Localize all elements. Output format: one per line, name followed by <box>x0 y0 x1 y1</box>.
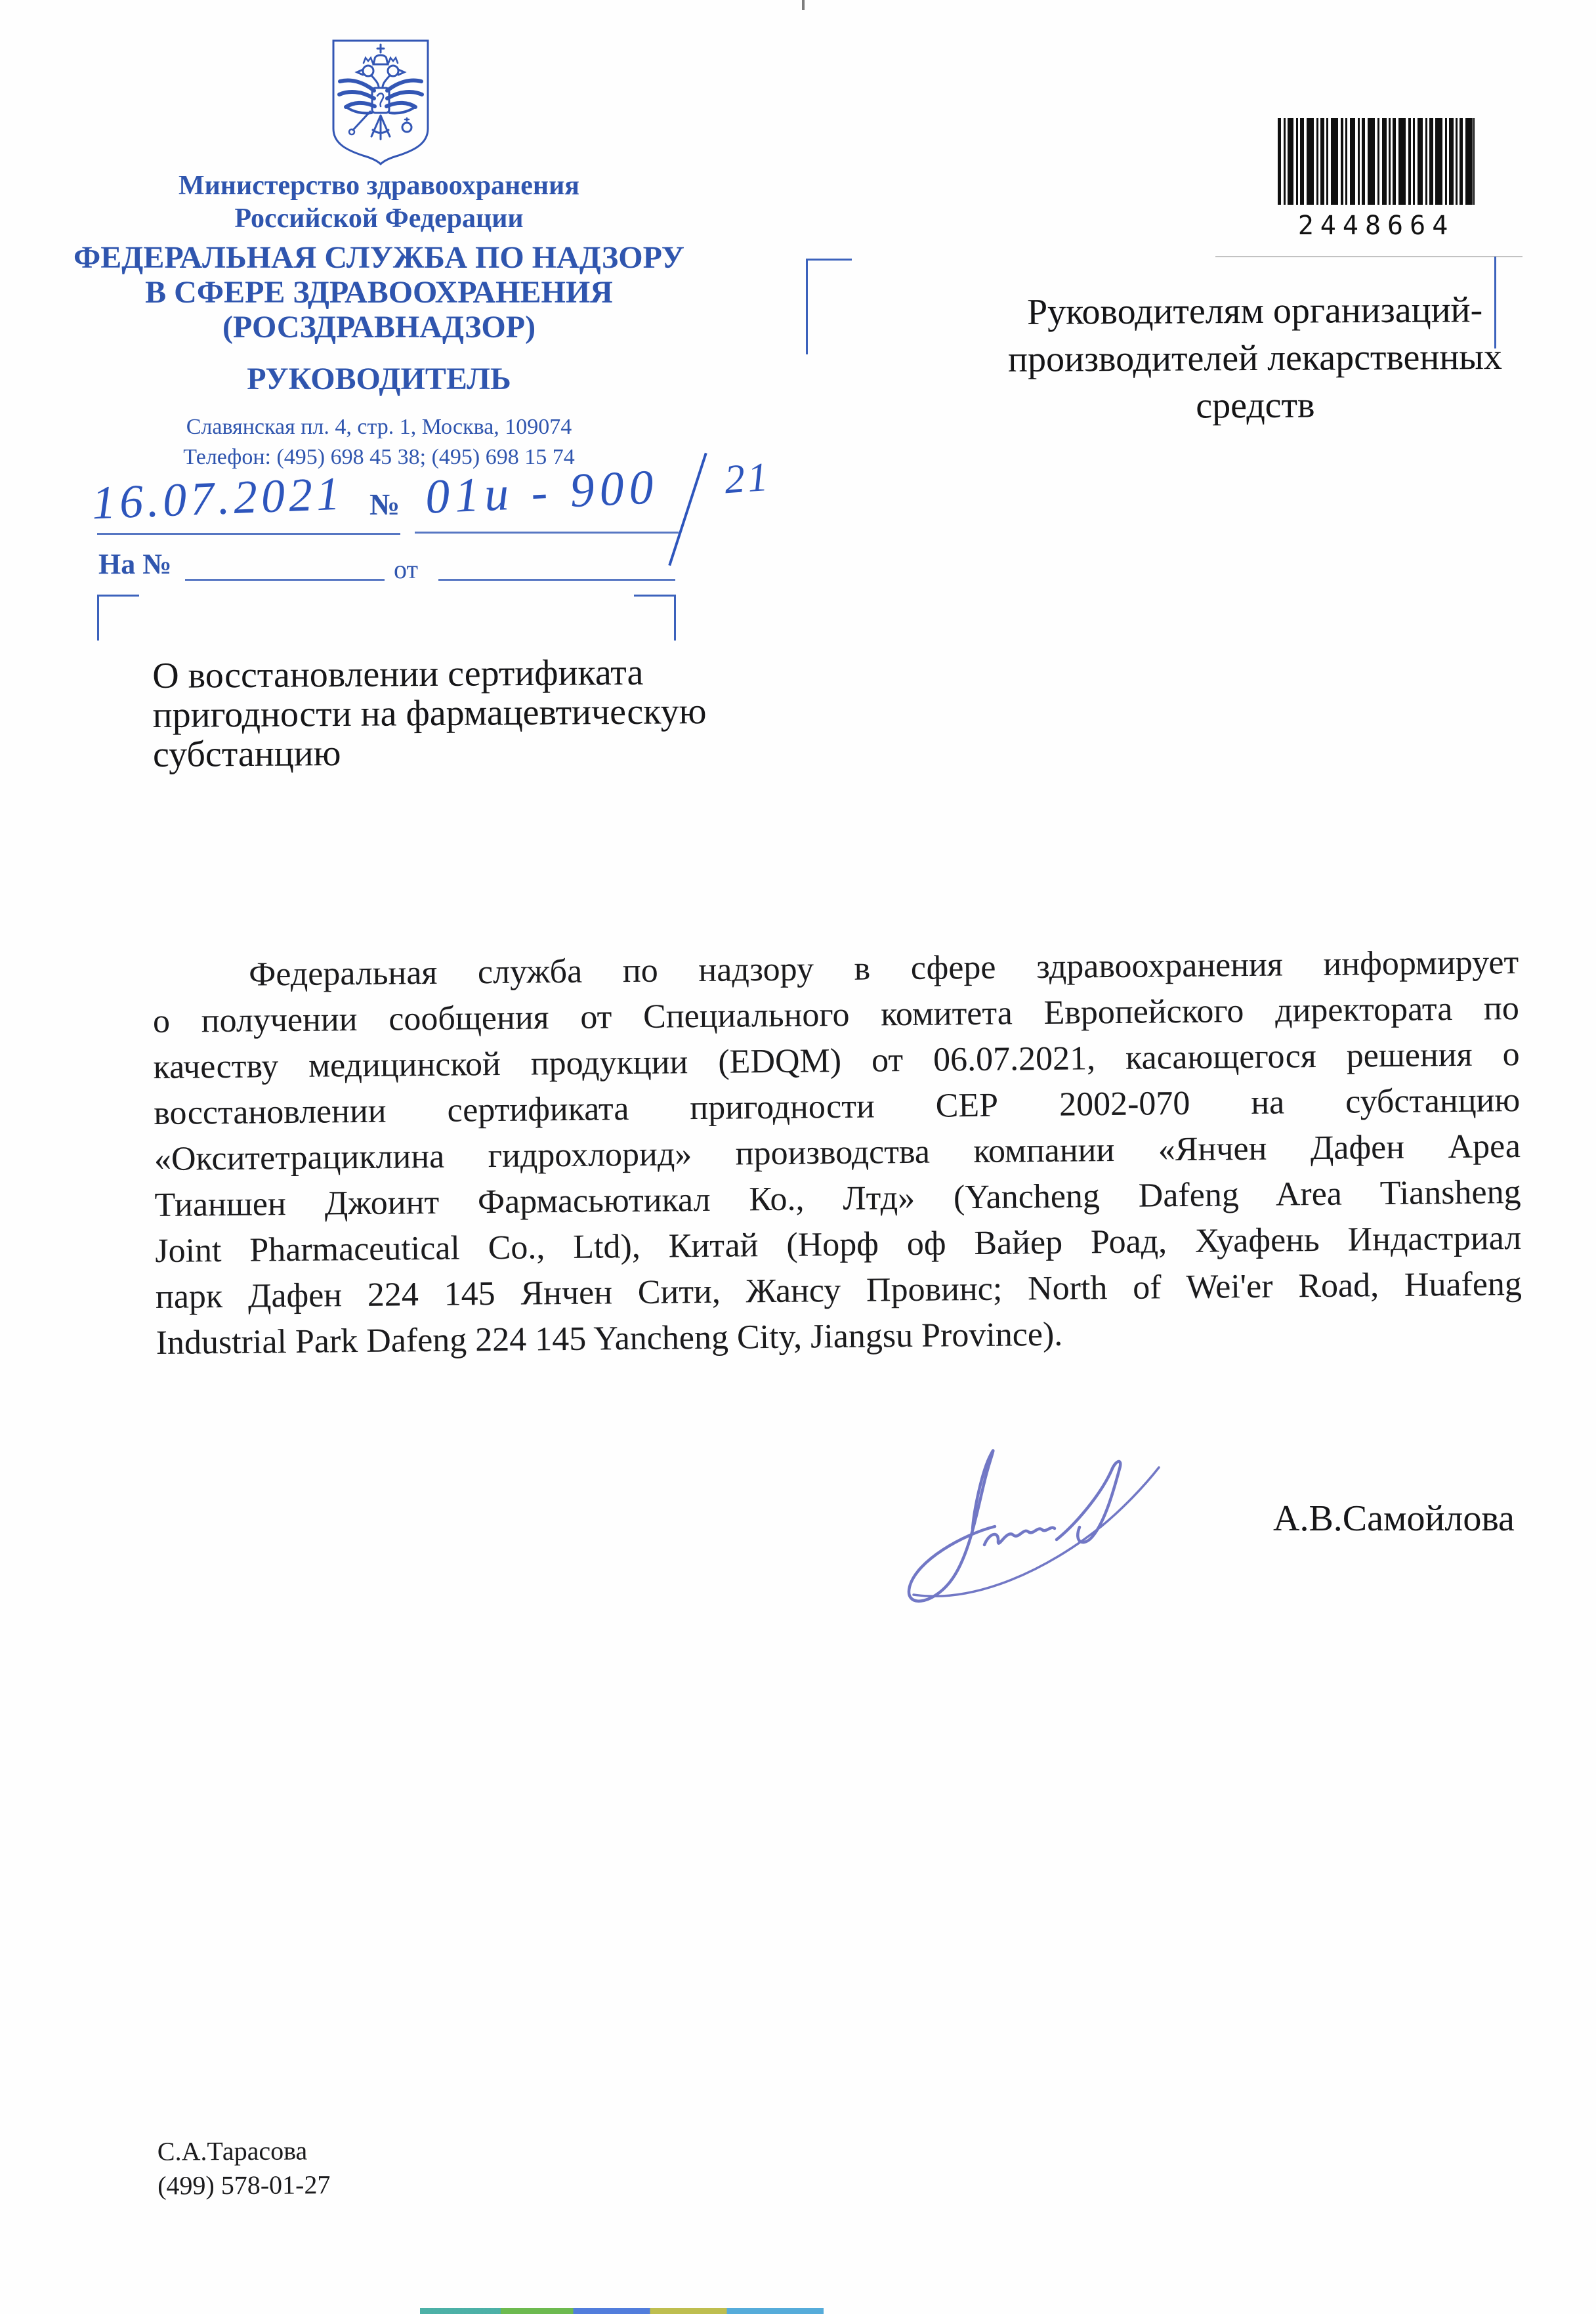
bottom-color-strip <box>420 2308 824 2314</box>
subject-corner-right-top <box>634 595 676 597</box>
body-line: Федеральная служба по надзору в сфере здравоохранения информирует <box>249 944 1519 994</box>
barcode-block <box>1278 118 1475 241</box>
address-line: Славянская пл. 4, стр. 1, Москва, 109074 <box>186 415 572 439</box>
handwritten-signature <box>885 1429 1186 1613</box>
service-name <box>69 240 689 345</box>
body-paragraph <box>152 940 1522 1366</box>
executor-phone: (499) 578-01-27 <box>158 2170 331 2200</box>
body-line: «Окситетрациклина гидрохлорид» производства компании «Янчен Дафен Ареа <box>154 1127 1521 1179</box>
ministry-name-line1: Министерство здравоохранения <box>178 171 580 201</box>
addressee-line: средств <box>1196 385 1315 427</box>
subject-corner-right-side <box>674 595 676 641</box>
handwritten-registration-number: 01и - 900 <box>424 460 660 524</box>
handwritten-number-suffix: 21 <box>723 454 772 503</box>
subject-line: пригодности на фармацевтическую <box>152 691 707 736</box>
signer-name: А.В.Самойлова <box>1273 1498 1515 1539</box>
addressee-line: Руководителям организаций- <box>1026 289 1483 333</box>
service-name-line1: ФЕДЕРАЛЬНАЯ СЛУЖБА ПО НАДЗОРУ <box>74 240 684 275</box>
body-line: восстановлении сертификата пригодности СЕР 2002-070 на субстанцию <box>154 1082 1521 1133</box>
subject-line: О восстановлении сертификата <box>152 652 644 696</box>
reply-date-underline <box>438 579 675 581</box>
subject-block <box>152 652 809 774</box>
ministry-name-line2: Российской Федерации <box>234 203 524 234</box>
barcode-icon <box>1278 118 1475 205</box>
addressee-corner-left-top <box>806 259 852 261</box>
executor-name: С.А.Тарасова <box>157 2135 308 2166</box>
body-line: о получении сообщения от Специального комитета Европейского директората по <box>152 990 1520 1041</box>
body-line: парк Дафен 224 145 Янчен Сити, Жансу Провинс; North of Wei'er Road, Huafeng <box>155 1265 1522 1316</box>
ministry-name <box>69 169 689 235</box>
executor-block <box>158 2134 331 2202</box>
number-sign: № <box>369 488 400 521</box>
top-edge-tick <box>802 0 805 10</box>
subject-line: субстанцию <box>152 732 341 775</box>
service-name-line3: (РОСЗДРАВНАДЗОР) <box>222 310 536 345</box>
scan-line-artifact <box>1215 256 1522 257</box>
position-title: РУКОВОДИТЕЛЬ <box>247 362 511 396</box>
handwritten-date: 16.07.2021 <box>91 467 345 530</box>
coat-of-arms-russia-icon <box>328 37 433 165</box>
reply-number-underline <box>185 579 385 581</box>
barcode-number: 2448664 <box>1297 211 1455 241</box>
reply-number-label: На № <box>98 548 172 580</box>
service-name-line2: В СФЕРЕ ЗДРАВООХРАНЕНИЯ <box>145 275 613 310</box>
reply-from-label: от <box>394 555 418 584</box>
addressee-block <box>977 286 1532 431</box>
body-line: Industrial Park Dafeng 224 145 Yancheng City, Jiangsu Province). <box>156 1315 1063 1362</box>
addressee-line: производителей лекарственных <box>1007 337 1503 380</box>
subject-corner-left-top <box>97 595 139 597</box>
body-line: качеству медицинской продукции (EDQM) от 06.07.2021, касающегося решения о <box>153 1036 1520 1087</box>
body-line: Joint Pharmaceutical Co., Ltd), Китай (Норф оф Вайер Роад, Хуафень Индастриал <box>155 1219 1522 1271</box>
body-line: Тианшен Джоинт Фармасьютикал Ко., Лтд» (Yancheng Dafeng Area Tiansheng <box>154 1173 1521 1225</box>
addressee-corner-left-side <box>806 259 808 354</box>
number-underline <box>415 532 679 534</box>
subject-corner-left-side <box>97 595 99 641</box>
date-underline <box>97 533 400 535</box>
phone-line: Телефон: (495) 698 45 38; (495) 698 15 74 <box>183 445 575 469</box>
